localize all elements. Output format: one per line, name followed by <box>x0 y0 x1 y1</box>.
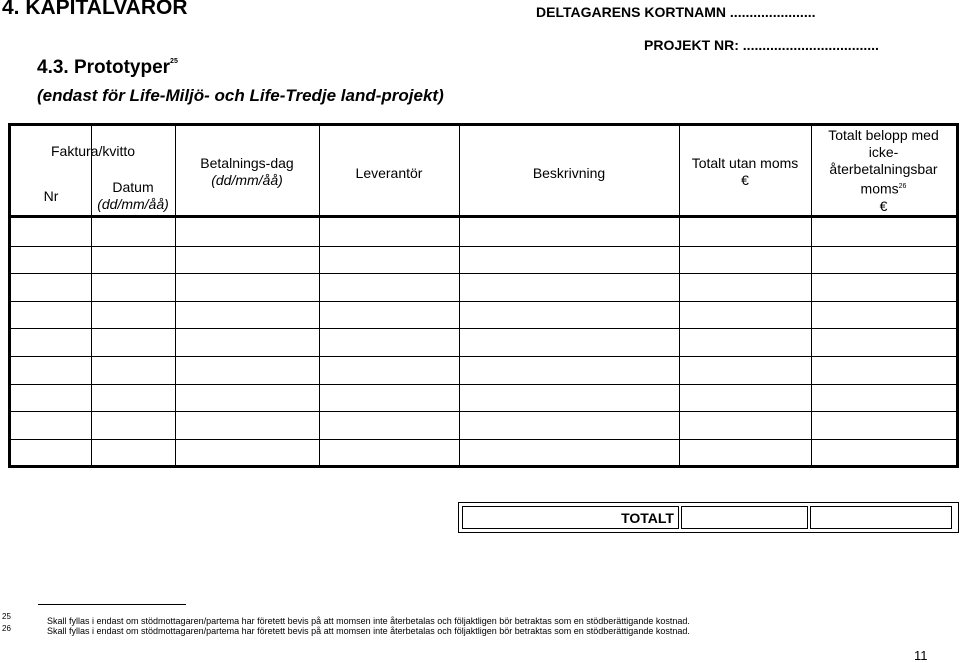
table-row <box>11 411 956 412</box>
page-number: 11 <box>914 648 928 663</box>
section-title: 4. KAPITALVAROR <box>2 0 188 19</box>
table-row <box>11 273 956 274</box>
header-total-nonrecoverable <box>811 127 956 215</box>
header-description: Beskrivning <box>532 165 606 181</box>
footnote-ref-26: 26 <box>898 183 907 190</box>
subsection-text: 4.3. Prototyper <box>37 57 171 78</box>
table-row <box>11 328 956 329</box>
header-payment-label: Betalnings-dag <box>200 155 294 171</box>
table-row <box>11 384 956 385</box>
header-invoice-group: Faktura/kvitto <box>50 143 136 159</box>
project-number: PROJEKT NR: ................................... <box>644 37 879 53</box>
table-row <box>11 356 956 357</box>
totals-label: TOTALT <box>621 510 674 526</box>
header-nr: Nr <box>43 188 59 204</box>
table-row <box>11 301 956 302</box>
euro-icon: € <box>741 172 749 188</box>
header-date <box>91 179 175 213</box>
header-nonrec-line2: icke- <box>868 144 899 160</box>
header-nonrec-moms: moms <box>860 180 899 197</box>
table-row <box>11 246 956 247</box>
footnote-number: 25 <box>2 612 11 621</box>
header-nonrec-line4 <box>811 178 956 198</box>
subtitle: (endast för Life-Miljö- och Life-Tredje land-projekt) <box>37 86 444 105</box>
totals-label-cell <box>462 506 679 529</box>
table-row <box>11 439 956 440</box>
expense-table <box>8 123 959 468</box>
header-date-label: Datum <box>112 179 154 195</box>
header-total-excl-vat <box>679 155 811 189</box>
totals-nonrecoverable-cell <box>810 506 952 529</box>
subsection-title <box>37 57 178 79</box>
header-payment-format: (dd/mm/åå) <box>211 172 283 188</box>
header-rule <box>11 215 956 218</box>
header-supplier: Leverantör <box>355 165 423 181</box>
totals-row <box>458 502 959 533</box>
footnote-number: 26 <box>2 624 11 633</box>
header-nonrec-line1: Totalt belopp med <box>828 127 939 143</box>
participant-shortname: DELTAGARENS KORTNAMN ...................... <box>536 4 816 20</box>
footnote-text: Skall fyllas i endast om stödmottagaren/partema har företett bevis på att momsen inte återbetalas och följaktligen bör betraktas som en stödberättigande kostnad. <box>47 616 690 626</box>
header-total-excl-vat-label: Totalt utan moms <box>691 155 799 171</box>
footnote-rule <box>38 604 186 605</box>
euro-icon: € <box>879 197 888 214</box>
footnote-text: Skall fyllas i endast om stödmottagaren/partema har företett bevis på att momsen inte återbetalas och följaktligen bör betraktas som en stödberättigande kostnad. <box>47 626 690 636</box>
header-date-format: (dd/mm/åå) <box>97 196 169 212</box>
totals-excl-vat-cell <box>681 506 808 529</box>
header-payment-day <box>175 155 319 189</box>
footnote-ref-25: 25 <box>170 57 178 65</box>
header-nonrec-line3: återbetalningsbar <box>829 161 938 177</box>
